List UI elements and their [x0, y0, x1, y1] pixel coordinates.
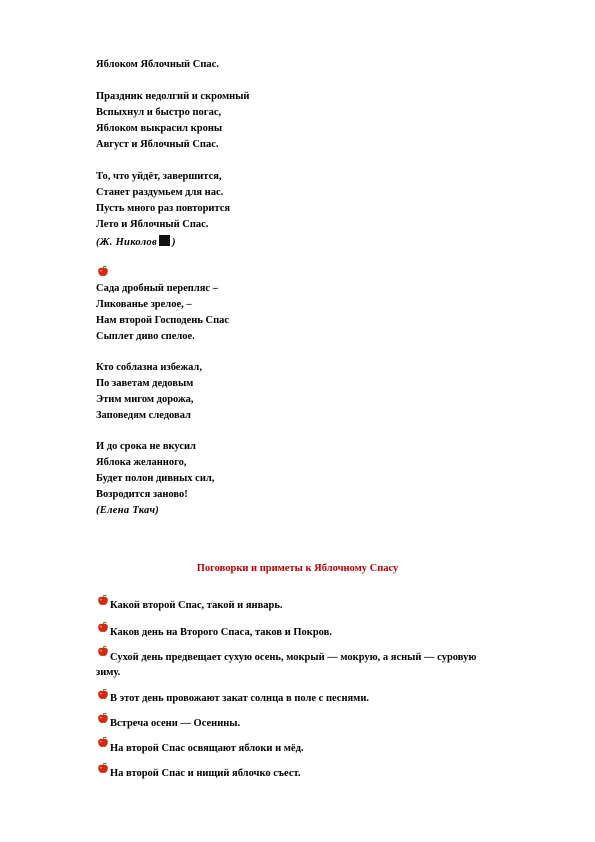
poem2-line: Сада дробный перепляс – — [96, 283, 218, 294]
redacted-block-icon — [159, 235, 170, 246]
poem2-line: Возродится заново! — [96, 489, 188, 500]
saying-item: Каков день на Второго Спаса, таков и Покров. — [110, 627, 332, 638]
apple-icon — [97, 688, 109, 700]
apple-icon — [97, 265, 109, 277]
poem1-line: Праздник недолгий и скромный — [96, 91, 250, 102]
apple-icon — [97, 621, 109, 633]
poem2-line: Сыплет диво спелое. — [96, 331, 195, 342]
poem1-line: Станет раздумьем для нас. — [96, 187, 224, 198]
poem1-line: Пусть много раз повторится — [96, 203, 231, 214]
apple-icon — [97, 594, 109, 606]
apple-icon — [97, 762, 109, 774]
poem1-author — [96, 235, 176, 249]
author-suffix: ) — [171, 237, 176, 248]
apple-icon — [97, 712, 109, 724]
poem1-line: Яблоком выкрасил кроны — [96, 123, 223, 134]
saying-item: В этот день провожают закат солнца в поле с песнями. — [110, 693, 370, 704]
poem2-line: Заповедям следовал — [96, 410, 191, 421]
saying-item: На второй Спас освящают яблоки и мёд. — [110, 743, 304, 754]
poem2-author: (Елена Ткач) — [96, 505, 160, 516]
poem1-line: Август и Яблочный Спас. — [96, 139, 219, 150]
poem2-line: Нам второй Господень Спас — [96, 315, 230, 326]
poem2-line: Будет полон дивных сил, — [96, 473, 215, 484]
saying-item: На второй Спас и нищий яблочко съест. — [110, 768, 301, 779]
apple-icon — [97, 645, 109, 657]
poem2-line: И до срока не вкусил — [96, 441, 196, 452]
apple-icon — [97, 736, 109, 748]
saying-item: Какой второй Спас, такой и январь. — [110, 600, 283, 611]
poem1-title-line: Яблоком Яблочный Спас. — [96, 59, 219, 70]
poem2-line: По заветам дедовым — [96, 378, 194, 389]
saying-item: Встреча осени — Осенины. — [110, 718, 241, 729]
author-name: (Ж. Николов — [96, 237, 157, 248]
poem2-line: Яблока желанного, — [96, 457, 187, 468]
poem2-line: Ликованье зрелое, – — [96, 299, 192, 310]
poem2-line: Этим мигом дорожа, — [96, 394, 194, 405]
poem2-line: Кто соблазна избежал, — [96, 362, 202, 373]
poem1-line: Лето и Яблочный Спас. — [96, 219, 209, 230]
saying-item-continuation: зиму. — [96, 667, 121, 678]
saying-item: Сухой день предвещает сухую осень, мокрый — мокрую, а ясный — суровую — [110, 652, 477, 663]
poem1-line: То, что уйдёт, завершится, — [96, 171, 222, 182]
poem1-line: Вспыхнул и быстро погас, — [96, 107, 222, 118]
sayings-heading: Поговорки и приметы к Яблочному Спасу — [196, 563, 399, 574]
